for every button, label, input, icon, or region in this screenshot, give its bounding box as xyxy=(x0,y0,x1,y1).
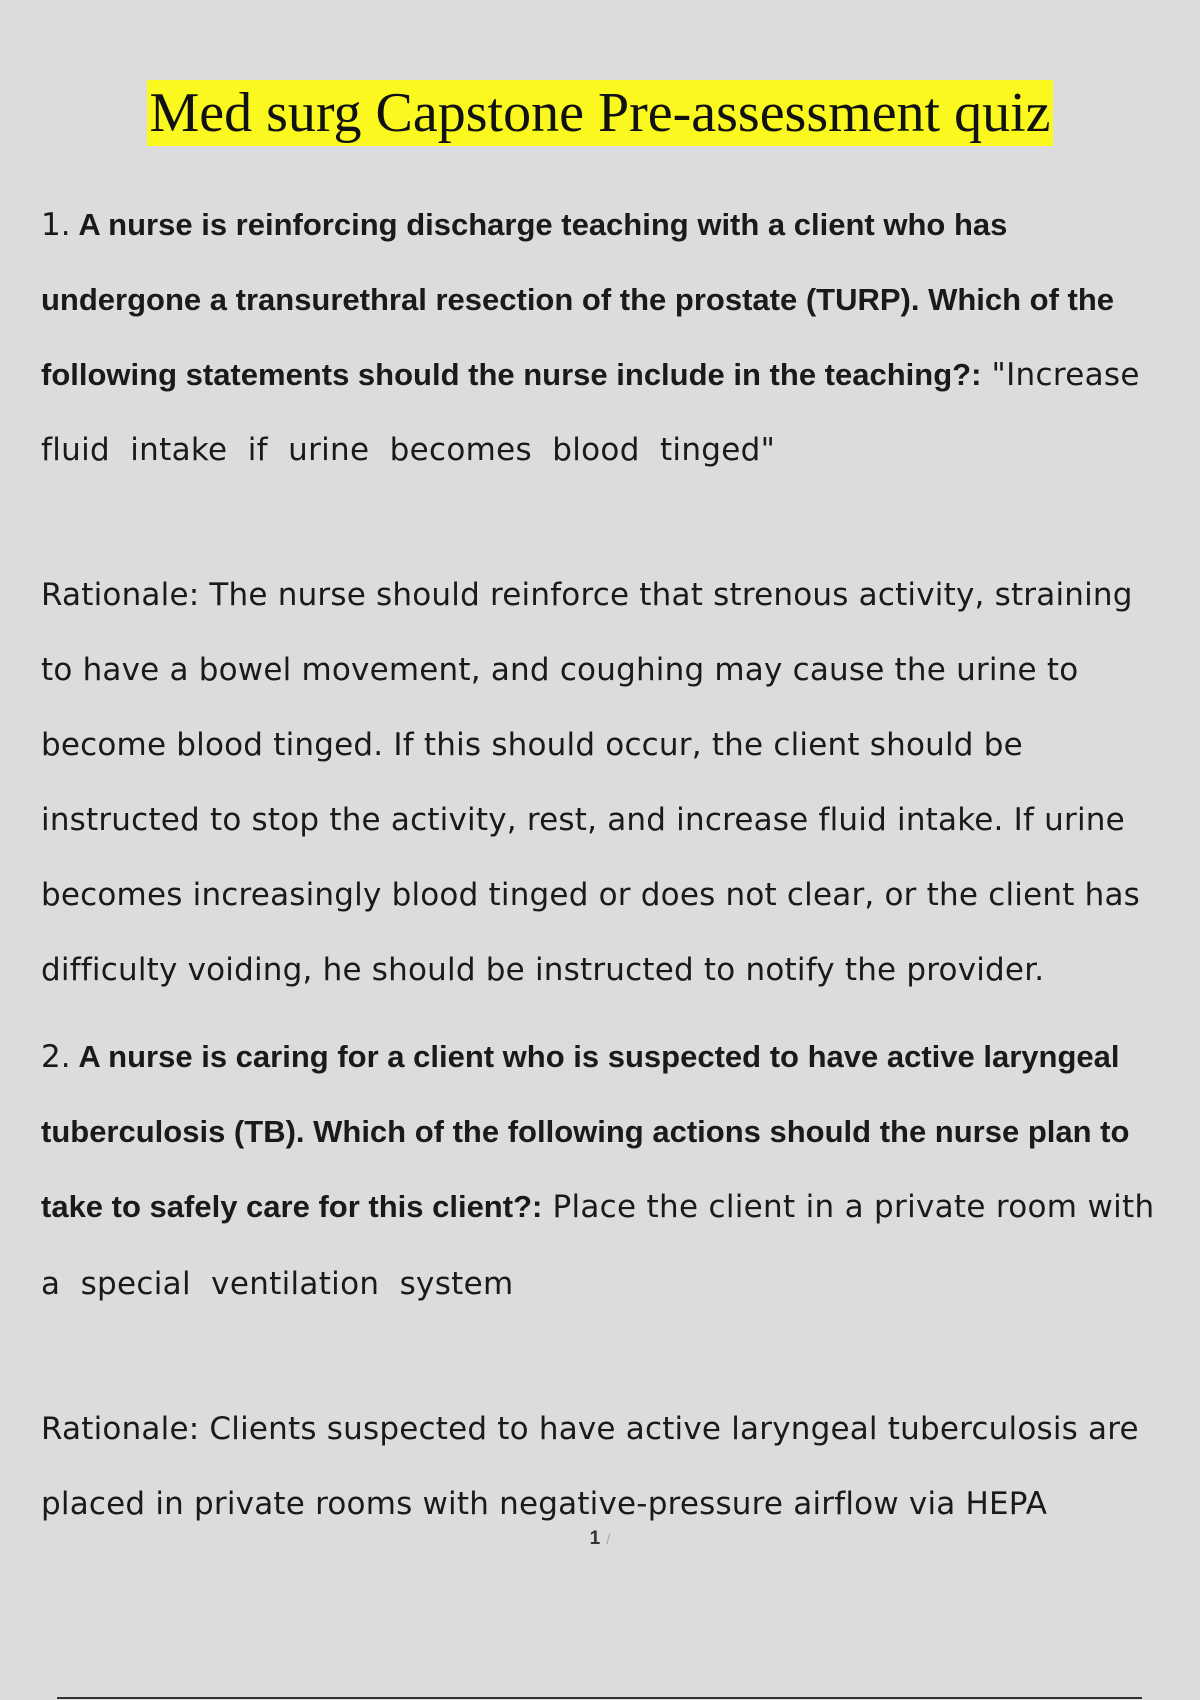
question-line xyxy=(41,280,1114,320)
document-title: Med surg Capstone Pre-assessment quiz xyxy=(149,82,1051,144)
question-text: A nurse is reinforcing discharge teaching with a client who has xyxy=(78,207,1008,242)
rationale-line: become blood tinged. If this should occur, the client should be xyxy=(41,727,1023,763)
question-line xyxy=(41,205,1007,245)
rationale-line: to have a bowel movement, and coughing may cause the urine to xyxy=(41,652,1079,688)
question-line xyxy=(41,1037,1119,1077)
question-text: A nurse is caring for a client who is suspected to have active laryngeal xyxy=(78,1039,1120,1074)
question-number: 2. xyxy=(41,1039,71,1075)
page-divider xyxy=(57,1697,1142,1699)
question-text: undergone a transurethral resection of the prostate (TURP). Which of the xyxy=(41,282,1115,317)
rationale-line: becomes increasingly blood tinged or does not clear, or the client has xyxy=(41,877,1140,913)
rationale-line: placed in private rooms with negative-pressure airflow via HEPA xyxy=(41,1486,1048,1522)
question-text: tuberculosis (TB). Which of the following actions should the nurse plan to xyxy=(41,1114,1130,1149)
page-number-value: 1 xyxy=(589,1528,601,1549)
title-container xyxy=(0,80,1200,146)
question-line xyxy=(41,430,775,470)
question-line xyxy=(41,355,1140,395)
answer-text: "Increase xyxy=(981,357,1140,393)
rationale-line: instructed to stop the activity, rest, and increase fluid intake. If urine xyxy=(41,802,1125,838)
answer-text: a special ventilation system xyxy=(41,1266,514,1302)
page-number-separator: / xyxy=(606,1531,611,1548)
rationale-line: Rationale: Clients suspected to have active laryngeal tuberculosis are xyxy=(41,1411,1139,1447)
answer-text: Place the client in a private room with xyxy=(542,1189,1155,1225)
question-line xyxy=(41,1187,1154,1227)
question-line xyxy=(41,1112,1129,1152)
rationale-line: Rationale: The nurse should reinforce that strenous activity, straining xyxy=(41,577,1133,613)
question-line xyxy=(41,1264,513,1304)
page-number xyxy=(0,1528,1200,1550)
answer-text: fluid intake if urine becomes blood tinged" xyxy=(41,432,776,468)
question-text: take to safely care for this client?: xyxy=(41,1189,543,1224)
rationale-line: difficulty voiding, he should be instructed to notify the provider. xyxy=(41,952,1045,988)
question-text: following statements should the nurse include in the teaching?: xyxy=(41,357,982,392)
question-number: 1. xyxy=(41,207,71,243)
